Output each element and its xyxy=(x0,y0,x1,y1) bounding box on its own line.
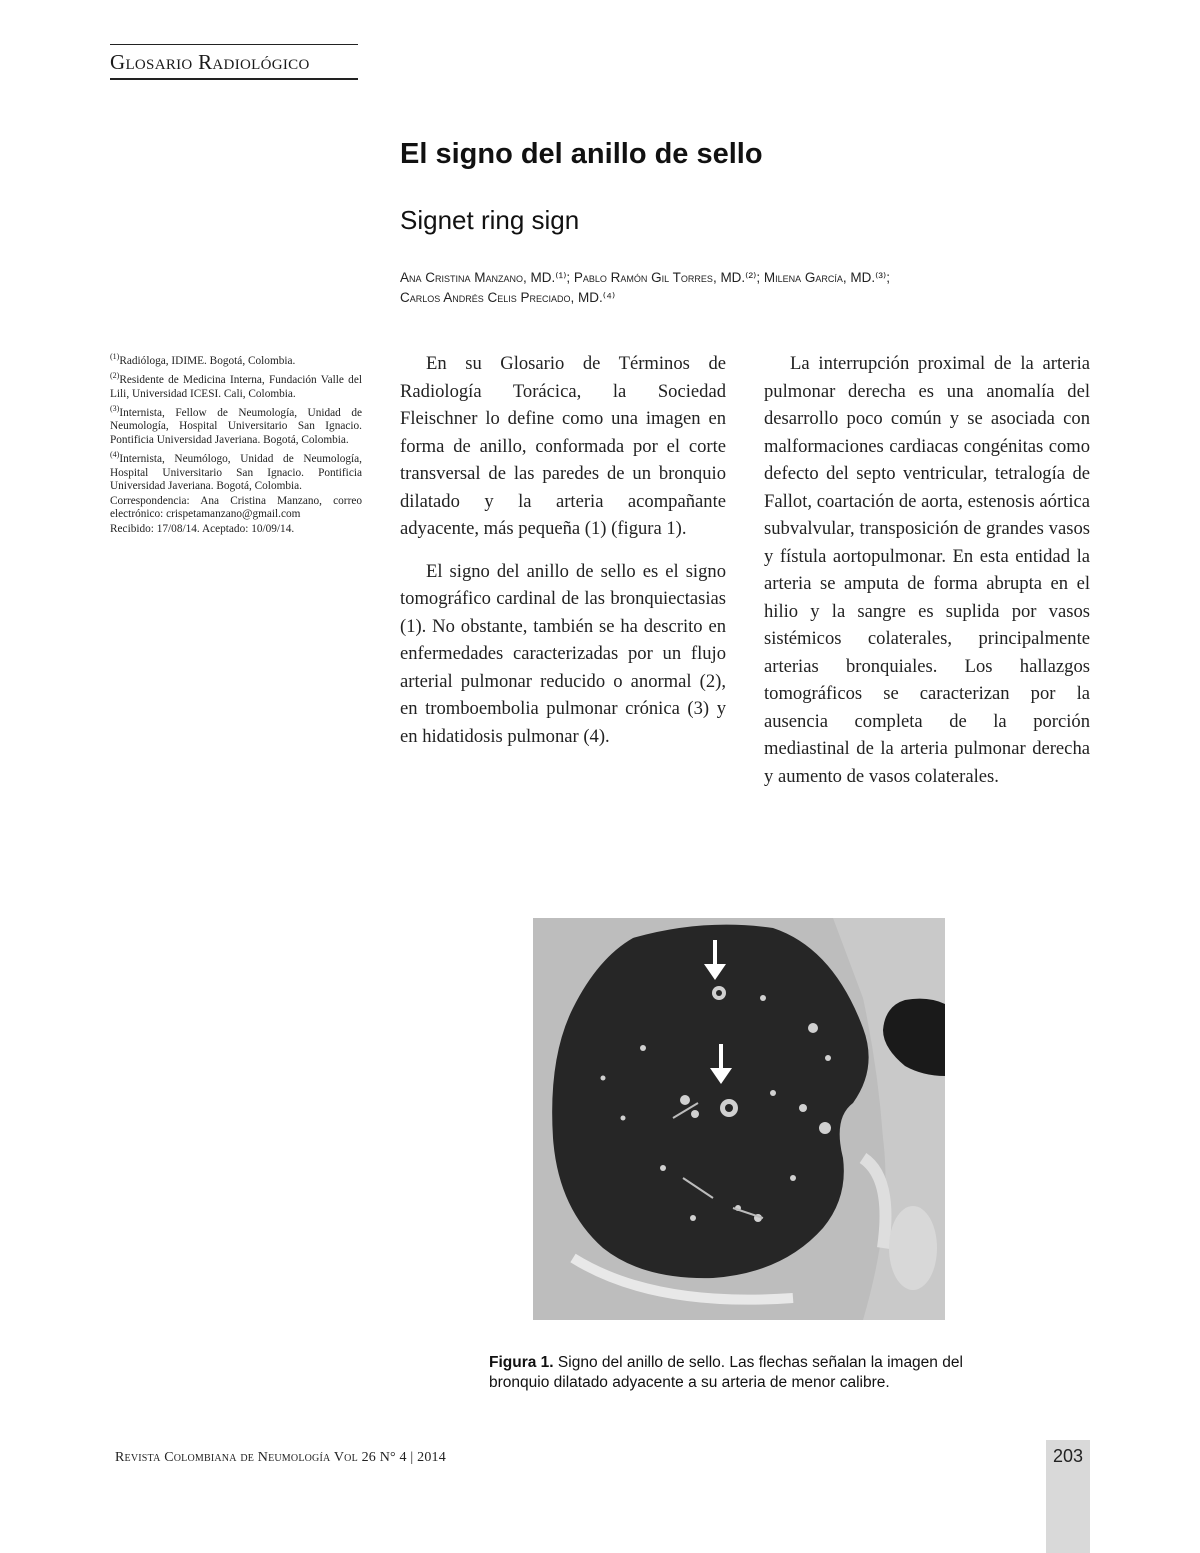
journal-footer: Revista Colombiana de Neumología Vol 26 N° 4 | 2014 xyxy=(115,1450,446,1465)
ct-scan-image xyxy=(533,918,945,1320)
author: Milena García, MD.⁽³⁾ xyxy=(763,270,887,285)
author: Pablo Ramón Gil Torres, MD.⁽²⁾ xyxy=(573,270,757,285)
body-column-left xyxy=(400,350,726,765)
author: Ana Cristina Manzano, MD.⁽¹⁾ xyxy=(400,270,567,285)
paragraph: El signo del anillo de sello es el signo tomográfico cardinal de las bronquiectasias (1). No obstante, también se ha descrito en enfermedades caracterizadas por un flujo arterial pulmonar reducido o anormal (2), en tromboembolia pulmonar crónica (3) y en hidatidosis pulmonar (4). xyxy=(400,560,726,747)
figure-caption xyxy=(489,1353,1009,1393)
figure-ct-image xyxy=(533,918,945,1320)
page-number: 203 xyxy=(1052,1446,1084,1466)
body-column-right xyxy=(764,350,1090,805)
article-title: El signo del anillo de sello xyxy=(400,138,763,170)
affiliation: $^{(3)}$Internista, Fellow de Neumología, Unidad de Neumología, Hospital Universitario San Ignacio. Pontificia Universidad Javeriana. Bogotá, Colombia. xyxy=(110,404,362,446)
author: Carlos Andrés Celis Preciado, MD.⁽⁴⁾ xyxy=(400,290,616,305)
paragraph: En su Glosario de Términos de Radiología Torácica, la Sociedad Fleischner lo define como una imagen en forma de anillo, conformada por el corte transversal de las paredes de un bronquio dilatado y la arteria acompañante adyacente, más pequeña (1) (figura 1). xyxy=(400,353,726,539)
figure-caption-text: Signo del anillo de sello. Las flechas señalan la imagen del bronquio dilatado adyacente a su arteria de menor calibre. xyxy=(489,1354,963,1391)
affiliation: $^{(1)}$Radióloga, IDIME. Bogotá, Colombia. xyxy=(110,352,296,367)
figure-label: Figura 1. xyxy=(489,1354,554,1371)
paragraph: La interrupción proximal de la arteria pulmonar derecha es una anomalía del desarrollo poco común y se asociada con malformaciones cardiacas congénitas como defecto del septo ventricular, tetralogía de Fallot, coartación de aorta, estenosis aórtica subvalvular, transposición de grandes vasos y fístula aortopulmonar. En esta entidad la arteria se amputa de forma abrupta en el hilio y la sangre es suplida por vasos sistémicos colaterales, principalmente arterias bronquiales. Los hallazgos tomográficos se caracterizan por la ausencia completa de la porción mediastinal de la arteria pulmonar derecha y aumento de vasos colaterales. xyxy=(764,353,1090,787)
affiliation: $^{(2)}$Residente de Medicina Interna, Fundación Valle del Lili, Universidad ICESI. Cali, Colombia. xyxy=(110,371,362,400)
received-dates: Recibido: 17/08/14. Aceptado: 10/09/14. xyxy=(110,522,295,535)
correspondence: Correspondencia: Ana Cristina Manzano, correo electrónico: crispetamanzano@gmail.com xyxy=(110,494,362,521)
affiliation: $^{(4)}$Internista, Neumólogo, Unidad de Neumología, Hospital Universitario San Ignacio. Pontificia Universidad Javeriana. Bogotá, Colombia. xyxy=(110,450,362,493)
author-list: Ana Cristina Manzano, MD.⁽¹⁾; Pablo Ramón Gil Torres, MD.⁽²⁾; Milena García, MD.⁽³⁾; Carlos Andrés Celis Preciado, MD.⁽⁴⁾ xyxy=(400,270,890,305)
section-label: Glosario Radiológico xyxy=(110,50,310,74)
running-head xyxy=(110,44,358,80)
article-subtitle: Signet ring sign xyxy=(400,205,580,235)
affiliations xyxy=(110,350,362,537)
